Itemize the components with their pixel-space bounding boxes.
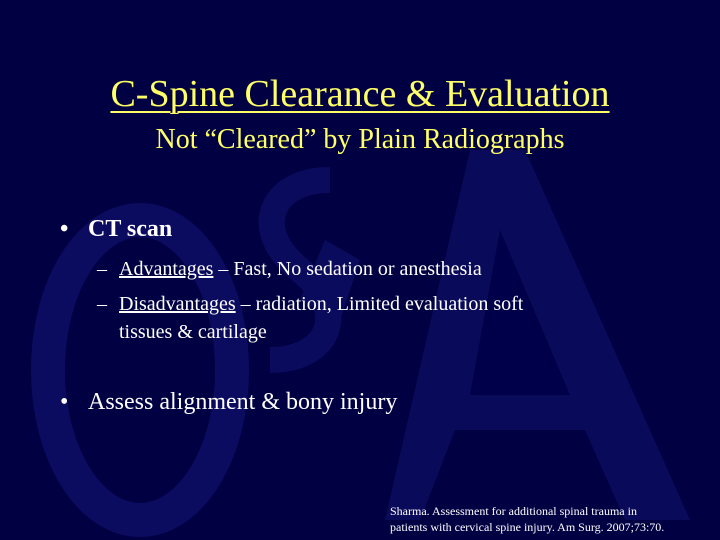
bullet-text: CT scan [88,216,173,242]
subbullet-text: – radiation, Limited evaluation soft [235,293,524,315]
subbullet-marker: – [97,258,107,280]
subbullet-text-continued: tissues & cartilage [119,321,267,343]
subbullet-advantages [97,255,482,283]
bullet-ct-scan [60,216,172,243]
citation [390,503,710,535]
slide-title: C-Spine Clearance & Evaluation [110,73,610,115]
subbullet-marker: – [97,293,107,315]
bullet-assess-alignment [60,389,397,416]
bullet-marker: • [60,389,69,415]
subbullet-text: – Fast, No sedation or anesthesia [213,258,482,280]
subbullet-disadvantages [97,290,637,346]
slide-subtitle: Not “Cleared” by Plain Radiographs [155,124,565,155]
citation-line-2: patients with cervical spine injury. Am Surg. 2007;73:70. [390,520,665,534]
citation-line-1: Sharma. Assessment for additional spinal trauma in [390,504,637,518]
bullet-marker: • [60,216,69,242]
subbullet-term: Advantages [119,258,214,280]
bullet-text: Assess alignment & bony injury [88,389,398,415]
subbullet-term: Disadvantages [119,293,236,315]
